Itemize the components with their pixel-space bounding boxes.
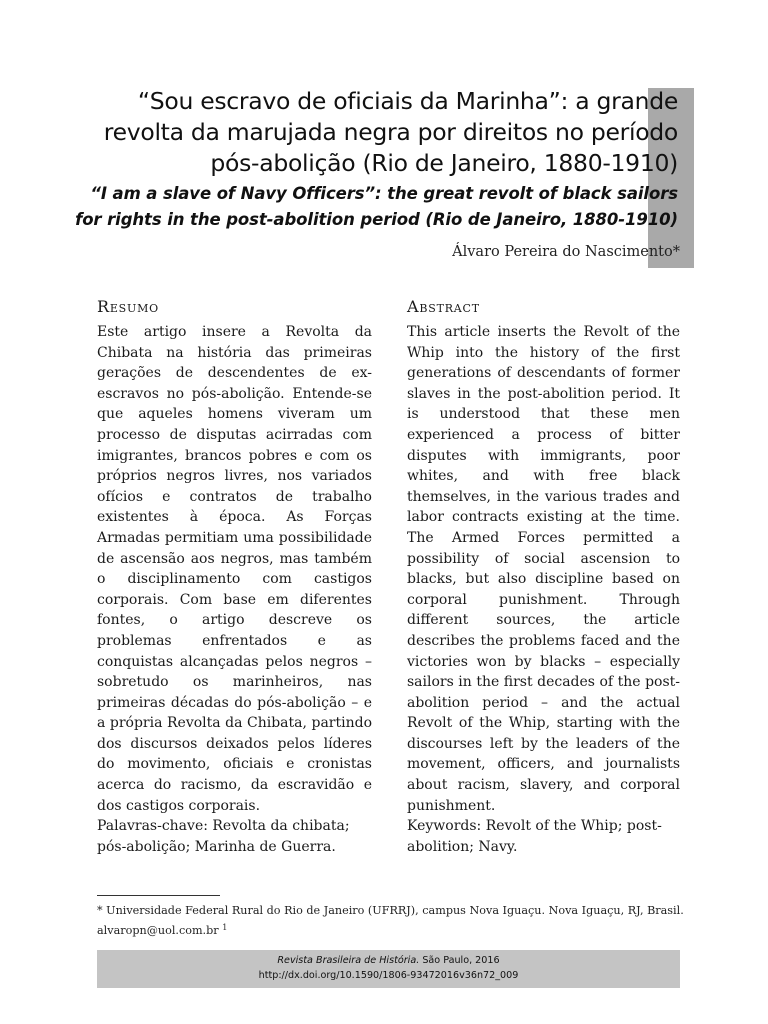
abstract-heading: Abstract	[407, 297, 480, 316]
footnote-divider	[97, 895, 220, 896]
journal-name: Revista Brasileira de História.	[277, 955, 420, 966]
resumo-body: Este artigo insere a Revolta da Chibata na história das primeiras gerações de descendentes de ex-escravos no pós-abolição. Entende-se que aqueles homens viveram um processo de disputas acirradas com imigrantes, brancos pobres e com os próprios negros livres, nos variados ofícios e contratos de trabalho existentes à época. As Forças Armadas permitiam uma possibilidade de ascensão aos negros, mas também o disciplinamento com castigos corporais. Com base em diferentes fontes, o artigo descreve os problemas enfrentados e as conquistas alcançadas pelos negros – sobretudo os marinheiros, nas primeiras décadas do pós-abolição – e a própria Revolta da Chibata, partindo dos discursos deixados pelos líderes do movimento, oficiais e cronistas acerca do racismo, da escravidão e dos castigos corporais.	[97, 324, 372, 814]
journal-footer	[97, 950, 680, 988]
article-title-english: “I am a slave of Navy Officers”: the great revolt of black sailors for rights in the post-abolition period (Rio de Janeiro, 1880-1910)	[75, 184, 678, 229]
doi-link[interactable]: http://dx.doi.org/10.1590/1806-93472016v36n72_009	[258, 970, 519, 981]
footnote-text: * Universidade Federal Rural do Rio de Janeiro (UFRRJ), campus Nova Iguaçu. Nova Iguaçu, RJ, Brasil. alvaropn@uol.com.br	[97, 904, 684, 937]
abstract-column	[407, 296, 680, 857]
abstract-keywords: Keywords: Revolt of the Whip; post-abolition; Navy.	[407, 818, 662, 855]
abstract-body: This article inserts the Revolt of the Whip into the history of the first generations of descendants of former slaves in the post-abolition period. It is understood that these men experienced a process of bitter disputes with immigrants, poor whites, and with free black themselves, in the various trades and labor contracts existing at the time. The Armed Forces permitted a possibility of social ascension to blacks, but also discipline based on corporal punishment. Through different sources, the article describes the problems faced and the victories won by blacks – especially sailors in the first decades of the post-abolition period – and the actual Revolt of the Whip, starting with the discourses left by the leaders of the movement, officers, and journalists about racism, slavery, and corporal punishment.	[407, 324, 680, 814]
resumo-heading: Resumo	[97, 297, 159, 316]
footnote	[97, 902, 687, 939]
journal-place-year: São Paulo, 2016	[422, 955, 500, 966]
author-name: Álvaro Pereira do Nascimento*	[452, 244, 680, 260]
footnote-marker: 1	[222, 923, 228, 932]
resumo-column	[97, 296, 372, 857]
article-title: “Sou escravo de oficiais da Marinha”: a grande revolta da marujada negra por direitos no período pós-abolição (Rio de Janeiro, 1880-1910)	[103, 87, 678, 177]
resumo-keywords: Palavras-chave: Revolta da chibata; pós-abolição; Marinha de Guerra.	[97, 818, 350, 855]
title-block	[60, 86, 678, 233]
